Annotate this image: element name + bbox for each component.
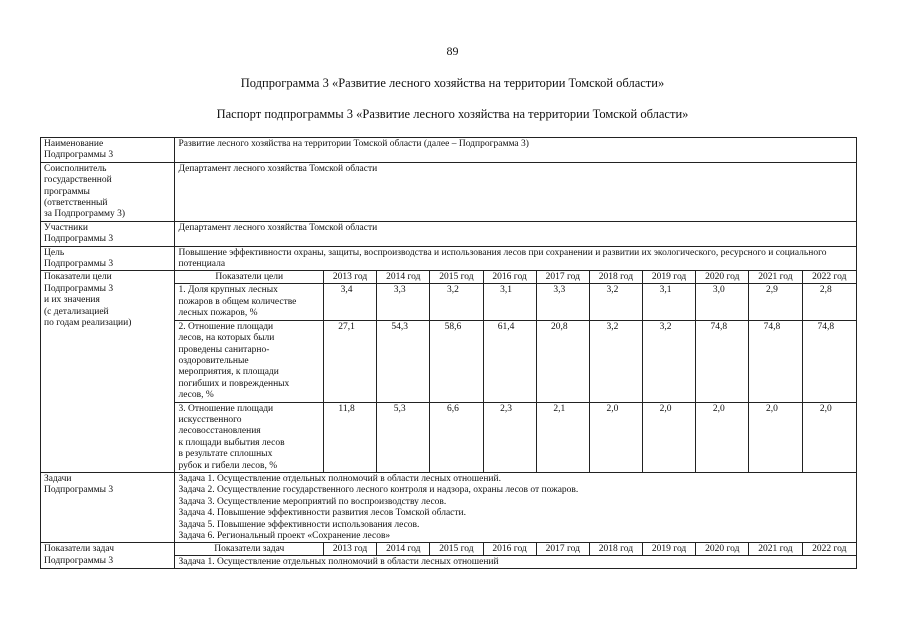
year-header: 2019 год bbox=[643, 271, 696, 284]
year-header: 2013 год bbox=[323, 271, 376, 284]
year-header: 2016 год bbox=[483, 271, 536, 284]
indicator-value: 2,0 bbox=[802, 402, 856, 472]
column-header: Показатели цели bbox=[175, 271, 324, 284]
passport-title: Паспорт подпрограммы 3 «Развитие лесного хозяйства на территории Томской области» bbox=[216, 107, 689, 121]
indicator-name: 3. Отношение площади искусственного лесовосстановления к площади выбытия лесов в результате сплошных рубок и гибели лесов, % bbox=[175, 402, 324, 472]
row-label: Участники Подпрограммы 3 bbox=[41, 221, 175, 246]
indicator-value: 3,4 bbox=[323, 284, 376, 320]
year-header: 2021 год bbox=[749, 543, 802, 556]
year-header: 2020 год bbox=[696, 543, 749, 556]
task-indicators-header-row bbox=[41, 543, 857, 556]
task-item: Задача 3. Осуществление мероприятий по воспроизводству лесов. bbox=[178, 496, 447, 507]
year-header: 2022 год bbox=[802, 271, 856, 284]
task-item: Задача 4. Повышение эффективности развития лесов Томской области. bbox=[178, 508, 467, 519]
column-header: Показатели задач bbox=[175, 543, 324, 556]
indicator-value: 27,1 bbox=[323, 320, 376, 402]
row-value: Департамент лесного хозяйства Томской области bbox=[175, 221, 857, 246]
indicator-value: 5,3 bbox=[377, 402, 430, 472]
row-tasks bbox=[41, 472, 857, 542]
row-label: Задачи Подпрограммы 3 bbox=[41, 472, 175, 542]
row-label: Цель Подпрограммы 3 bbox=[41, 246, 175, 271]
year-header: 2015 год bbox=[430, 271, 483, 284]
year-header: 2021 год bbox=[749, 271, 802, 284]
year-header: 2014 год bbox=[377, 271, 430, 284]
task-item: Задача 6. Региональный проект «Сохранение лесов» bbox=[178, 531, 391, 541]
indicator-value: 3,2 bbox=[589, 284, 642, 320]
indicator-value: 11,8 bbox=[323, 402, 376, 472]
year-header: 2014 год bbox=[377, 543, 430, 556]
indicator-value: 3,3 bbox=[536, 284, 589, 320]
indicator-value: 3,2 bbox=[589, 320, 642, 402]
indicator-value: 2,0 bbox=[749, 402, 802, 472]
year-header: 2016 год bbox=[483, 543, 536, 556]
indicator-value: 2,8 bbox=[802, 284, 856, 320]
year-header: 2018 год bbox=[589, 271, 642, 284]
indicator-value: 3,2 bbox=[430, 284, 483, 320]
row-value: Развитие лесного хозяйства на территории Томской области (далее – Подпрограмма 3) bbox=[175, 138, 857, 163]
indicator-value: 61,4 bbox=[483, 320, 536, 402]
passport-table bbox=[40, 137, 857, 569]
indicator-value: 54,3 bbox=[377, 320, 430, 402]
indicator-value: 2,0 bbox=[589, 402, 642, 472]
year-header: 2022 год bbox=[802, 543, 856, 556]
page-title: Подпрограмма 3 «Развитие лесного хозяйства на территории Томской области» bbox=[240, 76, 665, 90]
row-value: Департамент лесного хозяйства Томской области bbox=[175, 162, 857, 221]
row-participants bbox=[41, 221, 857, 246]
indicator-value: 74,8 bbox=[749, 320, 802, 402]
row-label: Наименование Подпрограммы 3 bbox=[41, 138, 175, 163]
row-label: Соисполнитель государственной программы (ответственный за Подпрограмму 3) bbox=[41, 162, 175, 221]
task-indicators-label: Показатели задач Подпрограммы 3 bbox=[41, 543, 175, 569]
year-header: 2019 год bbox=[643, 543, 696, 556]
indicator-value: 74,8 bbox=[802, 320, 856, 402]
goal-indicators-label: Показатели цели Подпрограммы 3 и их значения (с детализацией по годам реализации) bbox=[41, 271, 175, 473]
indicator-value: 2,0 bbox=[643, 402, 696, 472]
task-item: Задача 2. Осуществление государственного лесного контроля и надзора, охраны лесов от пожаров. bbox=[178, 485, 579, 496]
indicator-value: 2,3 bbox=[483, 402, 536, 472]
year-header: 2020 год bbox=[696, 271, 749, 284]
year-header: 2017 год bbox=[536, 271, 589, 284]
row-name bbox=[41, 138, 857, 163]
indicator-name: 1. Доля крупных лесных пожаров в общем количестве лесных пожаров, % bbox=[175, 284, 324, 320]
year-header: 2013 год bbox=[323, 543, 376, 556]
indicator-value: 6,6 bbox=[430, 402, 483, 472]
indicator-name: 2. Отношение площади лесов, на которых были проведены санитарно- оздоровительные мероприятия, к площади погибших и поврежденных лесов, % bbox=[175, 320, 324, 402]
row-value: Повышение эффективности охраны, защиты, воспроизводства и использования лесов при сохранении и развитии их экологического, ресурсного и социального потенциала bbox=[175, 246, 857, 271]
indicator-value: 20,8 bbox=[536, 320, 589, 402]
task-item: Задача 1. Осуществление отдельных полномочий в области лесных отношений. bbox=[178, 473, 501, 484]
year-header: 2018 год bbox=[589, 543, 642, 556]
indicator-value: 2,9 bbox=[749, 284, 802, 320]
indicator-value: 2,0 bbox=[696, 402, 749, 472]
task-item: Задача 5. Повышение эффективности использования лесов. bbox=[178, 519, 420, 530]
indicator-value: 3,1 bbox=[643, 284, 696, 320]
row-goal bbox=[41, 246, 857, 271]
year-header: 2017 год bbox=[536, 543, 589, 556]
indicator-value: 3,2 bbox=[643, 320, 696, 402]
page-number: 89 bbox=[446, 44, 459, 58]
task-subheader: Задача 1. Осуществление отдельных полномочий в области лесных отношений bbox=[175, 556, 857, 569]
indicator-value: 3,0 bbox=[696, 284, 749, 320]
row-coexecutor bbox=[41, 162, 857, 221]
year-header: 2015 год bbox=[430, 543, 483, 556]
indicator-value: 58,6 bbox=[430, 320, 483, 402]
indicator-value: 3,1 bbox=[483, 284, 536, 320]
indicator-value: 2,1 bbox=[536, 402, 589, 472]
goal-indicators-header-row bbox=[41, 271, 857, 284]
tasks-list bbox=[175, 472, 857, 542]
indicator-value: 74,8 bbox=[696, 320, 749, 402]
indicator-value: 3,3 bbox=[377, 284, 430, 320]
